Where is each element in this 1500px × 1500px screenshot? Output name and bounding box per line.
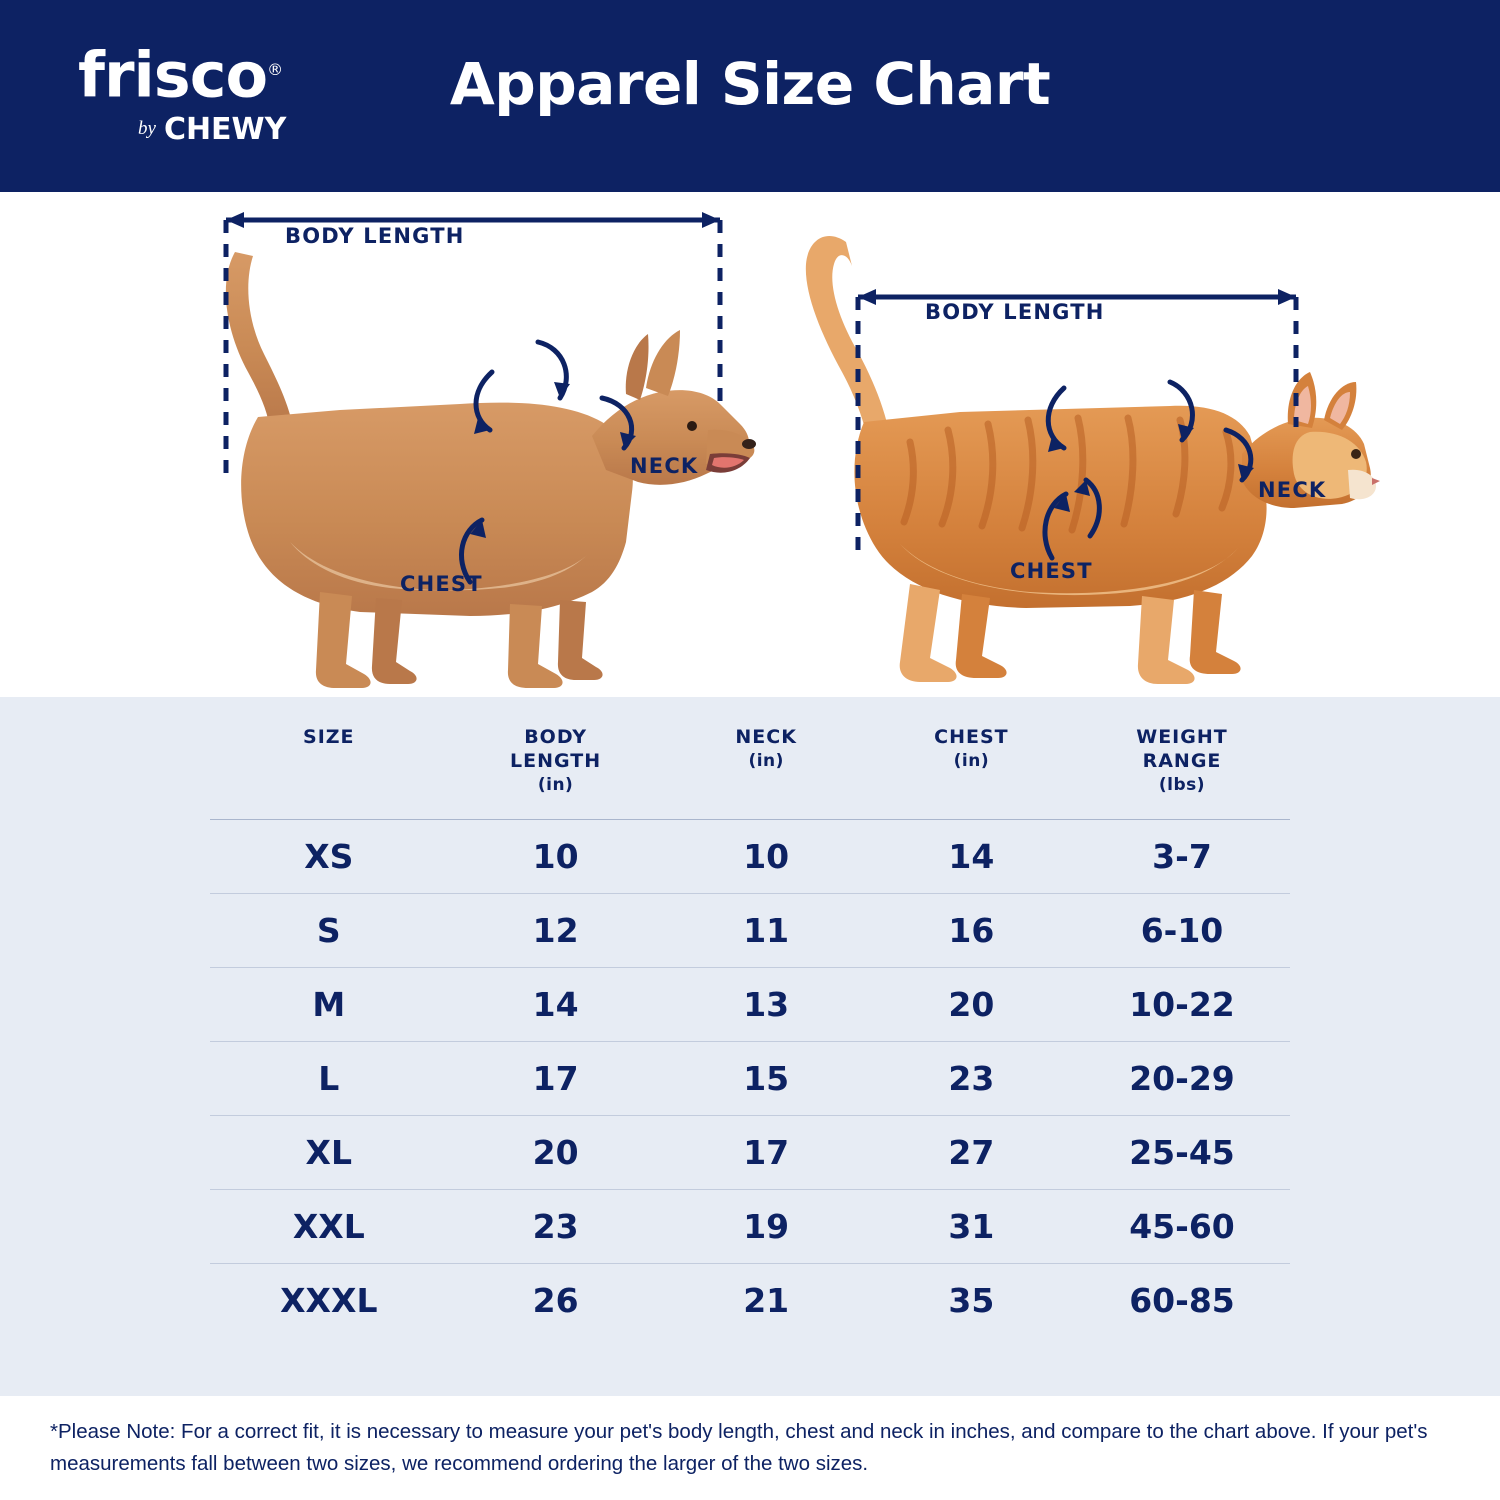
cell-body-length: 20: [448, 1116, 664, 1190]
cell-neck: 15: [664, 1042, 869, 1116]
cell-neck: 13: [664, 968, 869, 1042]
cat-chest-label: CHEST: [1010, 559, 1093, 583]
column-header-neck-line1: NECK: [735, 726, 797, 748]
table-row: [210, 968, 1290, 1042]
cell-weight: 45-60: [1074, 1190, 1290, 1264]
cell-body-length: 12: [448, 894, 664, 968]
cat-diagram: [790, 192, 1390, 697]
cell-body-length: 17: [448, 1042, 664, 1116]
cell-size: XXL: [210, 1190, 448, 1264]
column-header-chest-line1: CHEST: [934, 726, 1009, 748]
column-header-size: [210, 697, 448, 820]
cell-neck: 17: [664, 1116, 869, 1190]
column-header-chest: [869, 697, 1074, 820]
cell-chest: 31: [869, 1190, 1074, 1264]
cell-weight: 20-29: [1074, 1042, 1290, 1116]
cell-neck: 21: [664, 1264, 869, 1338]
cell-chest: 27: [869, 1116, 1074, 1190]
table-row: [210, 820, 1290, 894]
size-table-body: [210, 820, 1290, 1338]
column-header-size-label: SIZE: [303, 726, 355, 748]
column-header-neck: [664, 697, 869, 820]
cell-chest: 35: [869, 1264, 1074, 1338]
cell-weight: 10-22: [1074, 968, 1290, 1042]
dog-neck-label: NECK: [630, 454, 699, 478]
cell-neck: 19: [664, 1190, 869, 1264]
cell-chest: 16: [869, 894, 1074, 968]
column-header-neck-unit: (in): [748, 751, 784, 771]
cell-neck: 11: [664, 894, 869, 968]
footnote-text: *Please Note: For a correct fit, it is necessary to measure your pet's body length, chest and neck in inches, and compare to the chart above. If your pet's measurements fall between two sizes, we recommend ordering the larger of the two sizes.: [50, 1420, 1428, 1475]
cell-body-length: 26: [448, 1264, 664, 1338]
cell-weight: 3-7: [1074, 820, 1290, 894]
cell-weight: 25-45: [1074, 1116, 1290, 1190]
cell-chest: 14: [869, 820, 1074, 894]
brand-partner-chewy: CHEWY: [163, 111, 287, 147]
size-table: [210, 697, 1290, 1337]
table-header-row: [210, 697, 1290, 820]
table-row: [210, 1190, 1290, 1264]
table-row: [210, 1264, 1290, 1338]
cat-neck-label: NECK: [1258, 478, 1327, 502]
cell-size: XL: [210, 1116, 448, 1190]
cell-size: M: [210, 968, 448, 1042]
header-bar: [0, 0, 1500, 192]
column-header-weight-line1: WEIGHT: [1136, 726, 1228, 748]
column-header-weight-line2: RANGE: [1142, 750, 1222, 772]
column-header-chest-unit: (in): [953, 751, 990, 771]
column-header-weight-unit: (lbs): [1158, 775, 1206, 795]
table-row: [210, 1116, 1290, 1190]
measurement-diagrams: [0, 192, 1500, 697]
dog-chest-label: CHEST: [400, 572, 483, 596]
size-table-section: [0, 697, 1500, 1397]
cell-chest: 20: [869, 968, 1074, 1042]
cat-body-length-label: BODY LENGTH: [925, 300, 1105, 324]
cell-neck: 10: [664, 820, 869, 894]
cell-body-length: 23: [448, 1190, 664, 1264]
table-row: [210, 1042, 1290, 1116]
dog-body-length-label: BODY LENGTH: [285, 224, 465, 248]
cell-body-length: 14: [448, 968, 664, 1042]
registered-mark: ®: [267, 60, 283, 79]
size-table-head: [210, 697, 1290, 820]
column-header-body-length-line2: LENGTH: [510, 750, 602, 772]
table-row: [210, 894, 1290, 968]
column-header-body-length: [448, 697, 664, 820]
page-title: Apparel Size Chart: [449, 50, 1051, 118]
column-header-body-length-line1: BODY: [524, 726, 587, 748]
cell-weight: 60-85: [1074, 1264, 1290, 1338]
brand-name-text: frisco: [78, 38, 268, 112]
cell-chest: 23: [869, 1042, 1074, 1116]
cell-weight: 6-10: [1074, 894, 1290, 968]
dog-diagram: [140, 192, 760, 697]
cell-size: L: [210, 1042, 448, 1116]
cell-size: XS: [210, 820, 448, 894]
footnote-section: [0, 1396, 1500, 1500]
column-header-body-length-unit: (in): [537, 775, 574, 795]
cell-size: XXXL: [210, 1264, 448, 1338]
brand-by-label: by: [138, 118, 156, 140]
column-header-weight-range: [1074, 697, 1290, 820]
cell-size: S: [210, 894, 448, 968]
cell-body-length: 10: [448, 820, 664, 894]
